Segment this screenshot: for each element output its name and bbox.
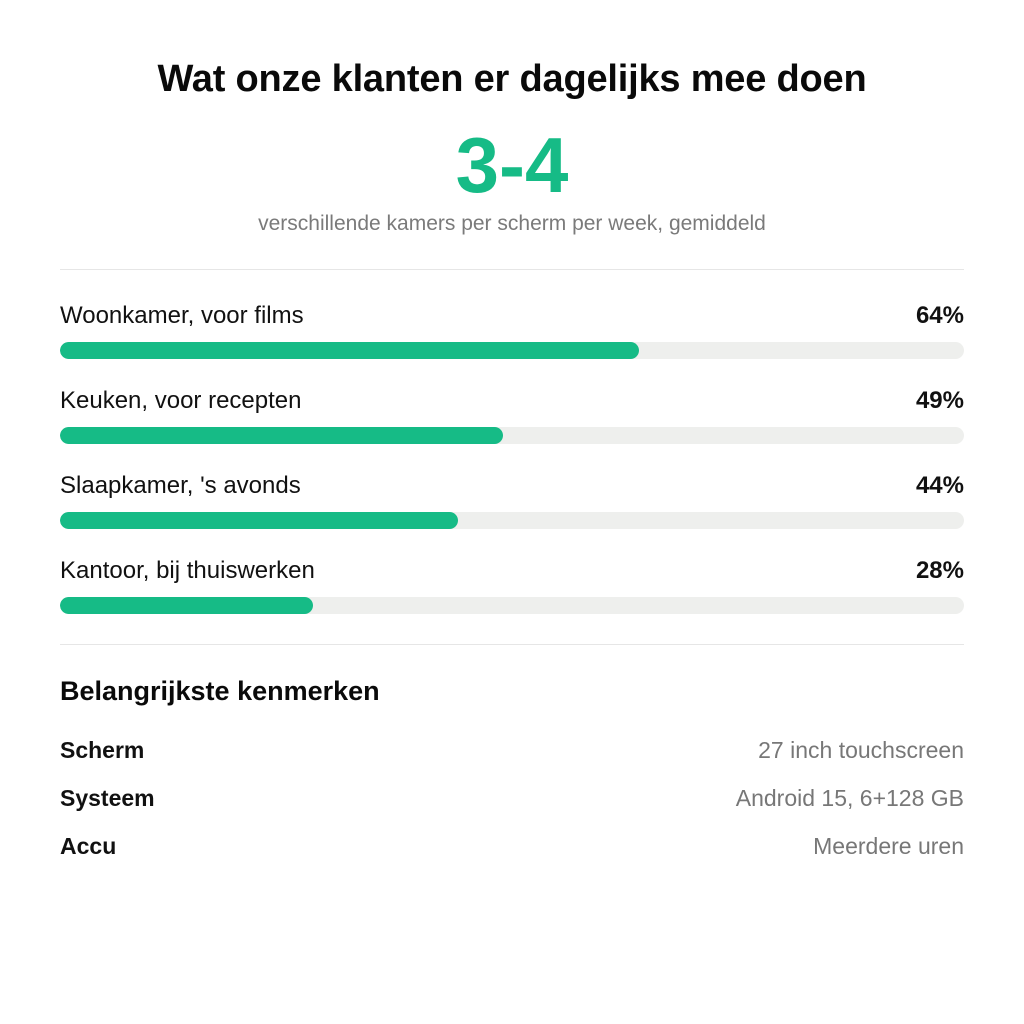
usage-percentage: 64%	[915, 302, 964, 329]
progress-track	[60, 427, 964, 444]
divider-middle	[60, 644, 964, 645]
usage-row-kitchen	[60, 385, 964, 470]
usage-list	[60, 300, 964, 640]
feature-row-system	[60, 785, 964, 833]
feature-key: Systeem	[60, 785, 155, 811]
usage-label: Woonkamer, voor films	[60, 302, 304, 329]
feature-key: Accu	[60, 833, 117, 859]
features-title: Belangrijkste kenmerken	[60, 676, 380, 706]
headline-stat-caption: verschillende kamers per scherm per week, gemiddeld	[258, 212, 766, 235]
usage-percentage: 44%	[915, 472, 964, 499]
usage-row-bedroom	[60, 470, 964, 555]
progress-fill	[60, 597, 313, 614]
progress-fill	[60, 342, 639, 359]
usage-label: Keuken, voor recepten	[60, 387, 302, 414]
features-list	[60, 737, 964, 881]
divider-top	[60, 269, 964, 270]
progress-track	[60, 342, 964, 359]
progress-track	[60, 597, 964, 614]
usage-label: Slaapkamer, 's avonds	[60, 472, 301, 499]
feature-value: Meerdere uren	[813, 833, 964, 859]
feature-row-screen	[60, 737, 964, 785]
progress-fill	[60, 512, 458, 529]
feature-key: Scherm	[60, 737, 145, 763]
usage-percentage: 49%	[915, 387, 964, 414]
feature-row-battery	[60, 833, 964, 881]
feature-value: Android 15, 6+128 GB	[735, 785, 964, 811]
progress-track	[60, 512, 964, 529]
progress-fill	[60, 427, 503, 444]
usage-row-living-room	[60, 300, 964, 385]
usage-percentage: 28%	[915, 557, 964, 584]
usage-row-office	[60, 555, 964, 640]
usage-label: Kantoor, bij thuiswerken	[60, 557, 315, 584]
headline-stat: 3-4	[455, 121, 569, 209]
page-title: Wat onze klanten er dagelijks mee doen	[157, 58, 867, 100]
feature-value: 27 inch touchscreen	[758, 737, 964, 763]
